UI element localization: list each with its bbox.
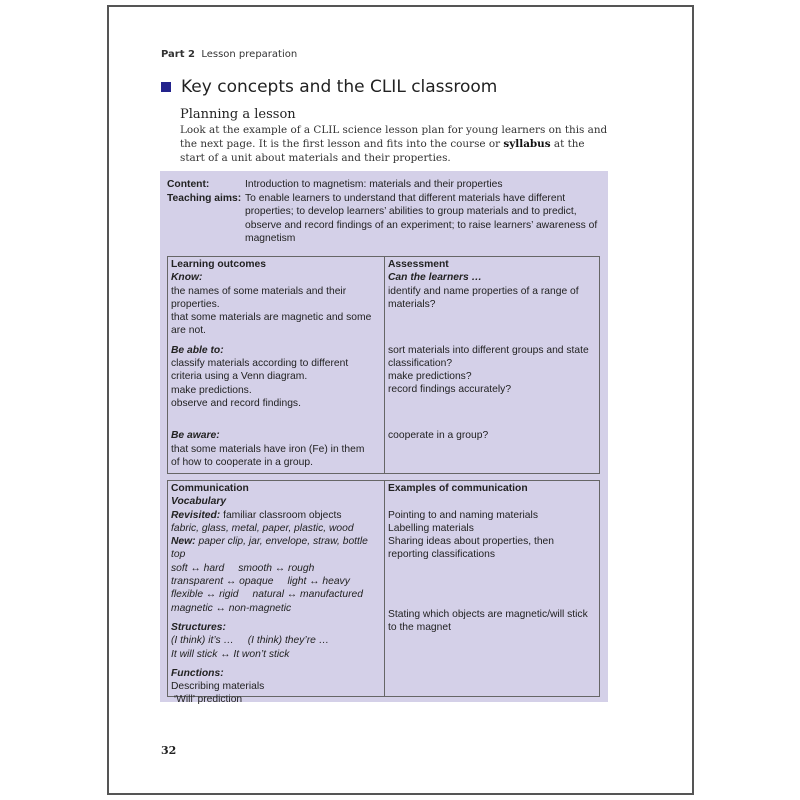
aware-item: that some materials have iron (Fe) in them bbox=[171, 443, 365, 455]
revisited-items: fabric, glass, metal, paper, plastic, wood bbox=[171, 522, 354, 534]
example-item: Sharing ideas about properties, then reporting classifications bbox=[388, 536, 555, 561]
square-bullet-icon bbox=[161, 82, 171, 92]
lesson-meta bbox=[167, 178, 602, 246]
example-item: Stating which objects are magnetic/will stick to the magnet bbox=[388, 608, 588, 634]
learning-outcomes-column bbox=[168, 257, 385, 473]
lesson-plan-panel bbox=[160, 171, 608, 706]
opposite-pair: soft ↔ hard bbox=[171, 562, 225, 574]
function-item: Describing materials bbox=[171, 681, 265, 693]
intro-text-2: at the start of a unit about materials and their properties. bbox=[180, 138, 585, 164]
examples-column bbox=[385, 481, 599, 696]
assessment-subheader: Can the learners … bbox=[388, 272, 482, 284]
learning-outcomes-header: Learning outcomes bbox=[171, 259, 266, 270]
content-row bbox=[167, 178, 602, 192]
function-item: ‘Will’ prediction bbox=[171, 694, 243, 706]
examples-header: Examples of communication bbox=[388, 483, 528, 494]
able-assessment: sort materials into different groups and state classification? bbox=[388, 344, 589, 369]
content-label: Content: bbox=[167, 179, 210, 190]
structure-item: (I think) it’s … bbox=[171, 635, 234, 647]
running-head bbox=[161, 49, 297, 60]
communication-table bbox=[167, 480, 600, 706]
know-assessment: identify and name properties of a range of materials? bbox=[388, 285, 579, 310]
aims-label: Teaching aims: bbox=[167, 192, 242, 204]
opposite-pair: flexible ↔ rigid bbox=[171, 589, 239, 601]
revisited-label: Revisited: bbox=[171, 509, 221, 521]
opposite-pair: transparent ↔ opaque bbox=[171, 576, 274, 588]
opposites-row bbox=[171, 588, 381, 601]
able-label: Be able to: bbox=[171, 344, 224, 356]
able-item: observe and record findings. bbox=[171, 397, 301, 409]
able-item: make predictions. bbox=[171, 384, 252, 396]
structure-item: (I think) they’re … bbox=[247, 635, 330, 647]
vocabulary-label: Vocabulary bbox=[171, 496, 227, 508]
example-item: Pointing to and naming materials bbox=[388, 509, 538, 521]
able-item: classify materials according to different criteria using a Venn diagram. bbox=[171, 358, 349, 383]
opposite-pair: smooth ↔ rough bbox=[238, 562, 315, 574]
assessment-column bbox=[385, 257, 599, 473]
able-assessment: record findings accurately? bbox=[388, 384, 512, 396]
aims-value: To enable learners to understand that different materials have different properties; to develop learners’ abilities to group materials and to predict, observe and record findings of an experiment; to raise learners’ awareness of magnetism bbox=[245, 192, 598, 244]
opposites-row bbox=[171, 562, 381, 575]
know-item: that some materials are magnetic and some are not. bbox=[171, 312, 372, 337]
page-number: 32 bbox=[161, 744, 177, 757]
subsection-title: Planning a lesson bbox=[180, 107, 296, 122]
aims-row bbox=[167, 192, 602, 246]
intro-paragraph bbox=[180, 123, 610, 165]
content-value: Introduction to magnetism: materials and their properties bbox=[245, 179, 503, 190]
new-line bbox=[171, 535, 381, 562]
book-page bbox=[107, 5, 694, 795]
assessment-header: Assessment bbox=[388, 259, 449, 270]
able-assessment: make predictions? bbox=[388, 371, 472, 383]
opposites-row bbox=[171, 575, 381, 588]
communication-header: Communication bbox=[171, 483, 249, 494]
intro-text-1: Look at the example of a CLIL science lesson plan for young learners on this and the next page. It is the first lesson and fits into the course or bbox=[180, 124, 608, 150]
part-label: Part 2 bbox=[161, 49, 195, 60]
aware-assessment: cooperate in a group? bbox=[388, 430, 489, 442]
new-label: New: bbox=[171, 536, 196, 548]
aware-item: of how to cooperate in a group. bbox=[171, 456, 313, 468]
structures-row bbox=[171, 634, 381, 647]
communication-column bbox=[168, 481, 385, 706]
know-item: the names of some materials and their properties. bbox=[171, 285, 347, 310]
aware-label: Be aware: bbox=[171, 430, 220, 442]
functions-label: Functions: bbox=[171, 667, 224, 679]
structures-label: Structures: bbox=[171, 621, 226, 633]
revisited-value: familiar classroom objects bbox=[223, 509, 342, 521]
section-title: Key concepts and the CLIL classroom bbox=[181, 77, 498, 97]
glossary-term: syllabus bbox=[503, 138, 551, 150]
section-heading bbox=[161, 77, 497, 97]
opposite-pair: magnetic ↔ non-magnetic bbox=[171, 602, 292, 614]
know-label: Know: bbox=[171, 272, 203, 284]
opposites-row bbox=[171, 602, 381, 615]
part-title: Lesson preparation bbox=[201, 49, 298, 60]
structures-row-2: It will stick ↔ It won’t stick bbox=[171, 648, 290, 660]
opposite-pair: natural ↔ manufactured bbox=[252, 589, 363, 601]
example-item: Labelling materials bbox=[388, 522, 474, 534]
outcomes-table bbox=[167, 256, 600, 474]
revisited-line bbox=[171, 509, 381, 522]
new-value: paper clip, jar, envelope, straw, bottle top bbox=[171, 536, 368, 561]
opposite-pair: light ↔ heavy bbox=[287, 576, 350, 588]
